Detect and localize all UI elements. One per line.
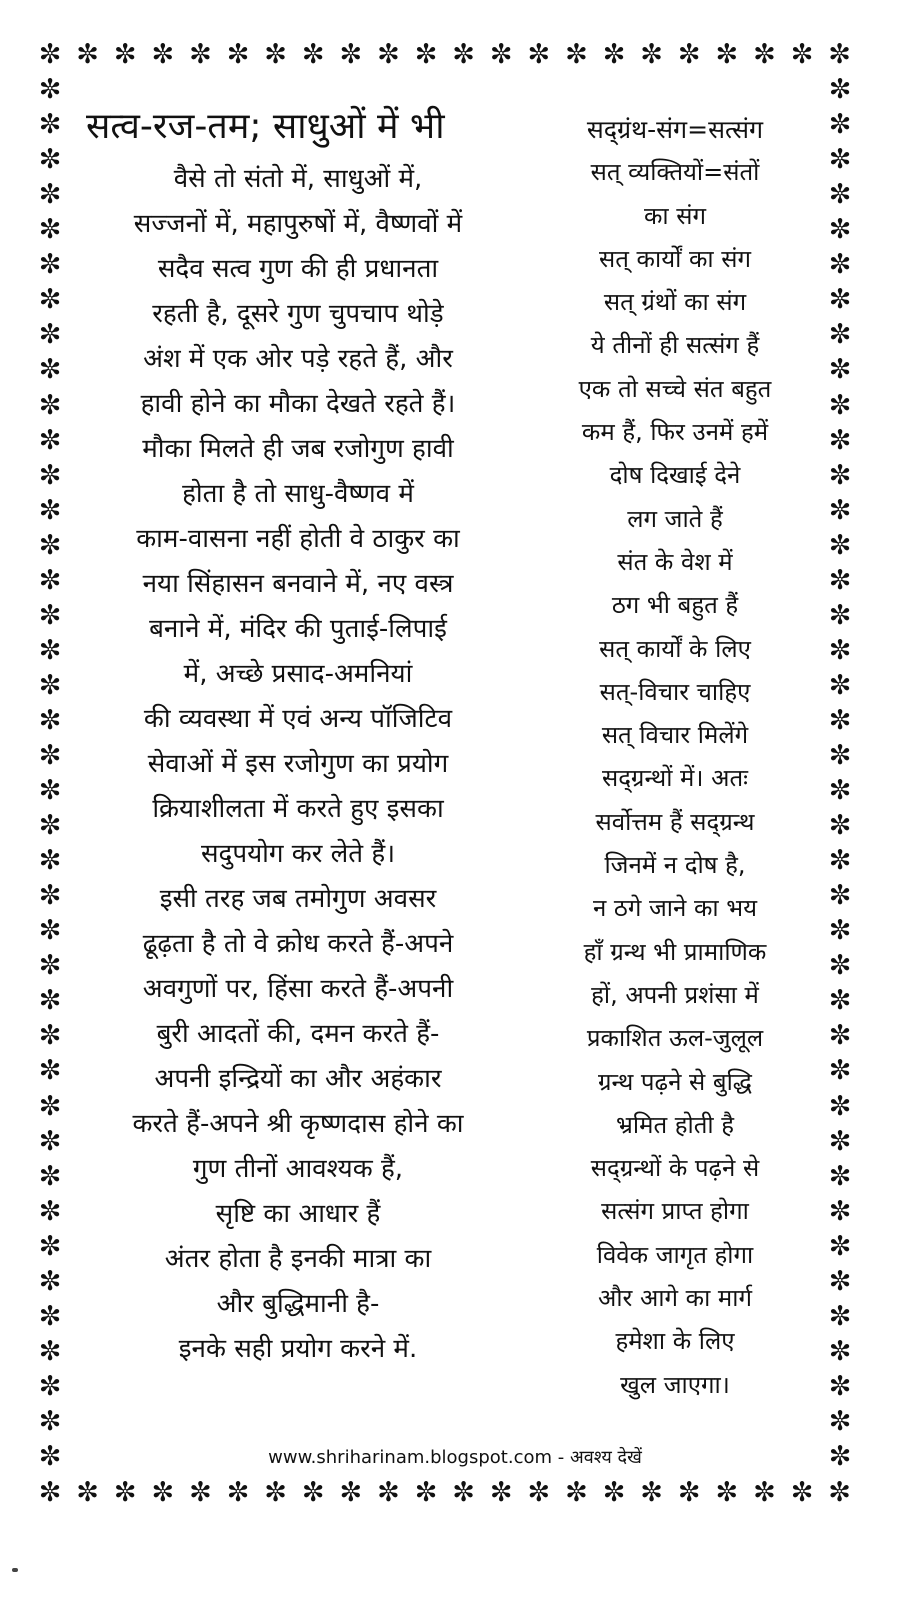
asterisk-ornament-icon: ✼ <box>828 564 852 596</box>
article-line: होता है तो साधु-वैष्णव में <box>182 479 414 509</box>
asterisk-ornament-icon: ✼ <box>38 564 62 596</box>
sidebar-line: का संग <box>643 201 706 230</box>
sidebar-line: सत् कार्यों का संग <box>599 244 751 273</box>
article-line: और बुद्धिमानी है- <box>216 1289 380 1319</box>
asterisk-ornament-icon: ✼ <box>828 1195 852 1227</box>
asterisk-ornament-icon: ✼ <box>828 179 852 211</box>
scan-speck <box>12 1568 18 1572</box>
sidebar-line: ये तीनों ही सत्संग हैं <box>590 331 760 360</box>
asterisk-ornament-icon: ✼ <box>301 39 325 70</box>
asterisk-ornament-icon: ✼ <box>828 1477 851 1508</box>
asterisk-ornament-icon: ✼ <box>226 39 250 70</box>
asterisk-ornament-icon: ✼ <box>377 39 400 70</box>
asterisk-ornament-icon: ✼ <box>828 740 852 771</box>
asterisk-ornament-icon: ✼ <box>828 775 852 807</box>
asterisk-ornament-icon: ✼ <box>677 39 701 70</box>
article-line: इसी तरह जब तमोगुण अवसर <box>159 884 437 914</box>
article-line: अंश में एक ओर पड़े रहते हैं, और <box>143 344 453 374</box>
asterisk-ornament-icon: ✼ <box>38 1405 62 1437</box>
asterisk-ornament-icon: ✼ <box>189 39 212 70</box>
asterisk-ornament-icon: ✼ <box>38 74 62 106</box>
asterisk-ornament-icon: ✼ <box>226 1477 250 1508</box>
asterisk-ornament-icon: ✼ <box>828 249 852 281</box>
asterisk-ornament-icon: ✼ <box>38 810 62 842</box>
asterisk-ornament-icon: ✼ <box>151 39 175 70</box>
asterisk-ornament-icon: ✼ <box>828 319 852 351</box>
asterisk-ornament-icon: ✼ <box>828 599 852 631</box>
asterisk-ornament-icon: ✼ <box>828 1020 852 1052</box>
sidebar-line: ठग भी बहुत हैं <box>611 591 739 620</box>
sidebar-line: सद्ग्रन्थों में। अतः <box>601 764 749 793</box>
asterisk-ornament-icon: ✼ <box>828 214 852 246</box>
asterisk-ornament-icon: ✼ <box>828 1160 852 1192</box>
asterisk-ornament-icon: ✼ <box>828 424 852 456</box>
asterisk-ornament-icon: ✼ <box>828 144 852 176</box>
asterisk-ornament-icon: ✼ <box>565 1477 588 1508</box>
sidebar-line: न ठगे जाने का भय <box>592 894 758 923</box>
asterisk-ornament-icon: ✼ <box>38 1125 62 1157</box>
sidebar-line: सर्वोत्तम हैं सद्ग्रन्थ <box>595 807 755 836</box>
asterisk-ornament-icon: ✼ <box>828 704 852 736</box>
asterisk-ornament-icon: ✼ <box>828 39 851 70</box>
sidebar-line: सत् कार्यों के लिए <box>599 634 751 663</box>
article-line: करते हैं-अपने श्री कृष्णदास होने का <box>132 1109 464 1139</box>
article-line: वैसे तो संतो में, साधुओं में, <box>173 164 423 194</box>
asterisk-ornament-icon: ✼ <box>715 39 739 70</box>
article-line: मौका मिलते ही जब रजोगुण हावी <box>142 434 454 464</box>
article-line: गुण तीनों आवश्यक हैं, <box>192 1154 404 1184</box>
sidebar-line: प्रकाशित ऊल-जुलूल <box>586 1024 764 1053</box>
sidebar-line: हों, अपनी प्रशंसा में <box>591 980 759 1009</box>
sidebar-line: सत् ग्रंथों का संग <box>603 288 747 317</box>
asterisk-ornament-icon: ✼ <box>527 1477 551 1508</box>
asterisk-ornament-icon: ✼ <box>414 1477 438 1508</box>
article-body <box>78 157 518 1372</box>
asterisk-ornament-icon: ✼ <box>38 1300 62 1332</box>
asterisk-ornament-icon: ✼ <box>565 39 588 70</box>
sidebar-line: हमेशा के लिए <box>615 1327 735 1356</box>
article-line: बुरी आदतों की, दमन करते हैं- <box>156 1019 440 1049</box>
asterisk-ornament-icon: ✼ <box>452 1477 475 1508</box>
sidebar-line: विवेक जागृत होगा <box>596 1240 754 1269</box>
asterisk-ornament-icon: ✼ <box>38 704 62 736</box>
asterisk-ornament-icon: ✼ <box>677 1477 701 1508</box>
asterisk-ornament-icon: ✼ <box>38 985 62 1017</box>
asterisk-ornament-icon: ✼ <box>38 1090 62 1122</box>
asterisk-ornament-icon: ✼ <box>38 494 62 526</box>
asterisk-ornament-icon: ✼ <box>38 179 62 211</box>
sidebar-line: कम हैं, फिर उनमें हमें <box>581 418 769 447</box>
asterisk-ornament-icon: ✼ <box>38 144 62 176</box>
asterisk-ornament-icon: ✼ <box>113 39 137 70</box>
asterisk-ornament-icon: ✼ <box>38 1195 62 1227</box>
asterisk-ornament-icon: ✼ <box>38 39 62 70</box>
asterisk-ornament-icon: ✼ <box>38 284 62 316</box>
sidebar-line: सत् व्यक्तियों=संतों <box>590 158 760 187</box>
article-line: अवगुणों पर, हिंसा करते हैं-अपनी <box>142 974 454 1004</box>
asterisk-ornament-icon: ✼ <box>377 1477 400 1508</box>
asterisk-ornament-icon: ✼ <box>527 39 551 70</box>
article-line: बनाने में, मंदिर की पुताई-लिपाई <box>149 614 447 644</box>
article-line: इनके सही प्रयोग करने में. <box>178 1334 418 1364</box>
asterisk-ornament-icon: ✼ <box>828 950 852 982</box>
article-line: सज्जनों में, महापुरुषों में, वैष्णवों में <box>133 209 463 239</box>
asterisk-ornament-icon: ✼ <box>38 880 62 912</box>
asterisk-ornament-icon: ✼ <box>38 915 62 947</box>
sidebar-line: खुल जाएगा। <box>620 1370 730 1399</box>
asterisk-ornament-icon: ✼ <box>828 494 852 526</box>
asterisk-ornament-icon: ✼ <box>828 1265 852 1297</box>
asterisk-ornament-icon: ✼ <box>828 389 852 421</box>
asterisk-ornament-icon: ✼ <box>76 39 99 70</box>
asterisk-ornament-icon: ✼ <box>38 529 62 561</box>
asterisk-ornament-icon: ✼ <box>38 249 62 281</box>
asterisk-ornament-icon: ✼ <box>339 1477 363 1508</box>
asterisk-ornament-icon: ✼ <box>828 1125 852 1157</box>
asterisk-ornament-icon: ✼ <box>828 354 852 386</box>
asterisk-ornament-icon: ✼ <box>301 1477 325 1508</box>
asterisk-ornament-icon: ✼ <box>828 1335 852 1367</box>
asterisk-ornament-icon: ✼ <box>38 1441 62 1472</box>
asterisk-ornament-icon: ✼ <box>264 1477 287 1508</box>
asterisk-ornament-icon: ✼ <box>640 39 663 70</box>
asterisk-ornament-icon: ✼ <box>38 424 62 456</box>
asterisk-ornament-icon: ✼ <box>790 39 814 70</box>
footer-separator: - <box>552 1447 570 1468</box>
asterisk-ornament-icon: ✼ <box>828 915 852 947</box>
asterisk-ornament-icon: ✼ <box>76 1477 99 1508</box>
asterisk-ornament-icon: ✼ <box>489 39 513 70</box>
sidebar-line: सत्-विचार चाहिए <box>599 677 751 706</box>
sidebar-line: सद्ग्रन्थों के पढ़ने से <box>590 1154 760 1183</box>
asterisk-ornament-icon: ✼ <box>828 74 852 106</box>
asterisk-ornament-icon: ✼ <box>38 775 62 807</box>
article-line: अपनी इन्द्रियों का और अहंकार <box>154 1064 442 1094</box>
article-title: सत्व-रज-तम; साधुओं में भी <box>86 106 445 147</box>
footer-note: अवश्य देखें <box>569 1447 642 1468</box>
asterisk-ornament-icon: ✼ <box>38 1160 62 1192</box>
sidebar-line: संत के वेश में <box>617 547 733 576</box>
asterisk-ornament-icon: ✼ <box>828 459 852 491</box>
asterisk-ornament-icon: ✼ <box>828 284 852 316</box>
sidebar-line: एक तो सच्चे संत बहुत <box>578 374 772 403</box>
footer-line <box>180 1445 730 1471</box>
asterisk-ornament-icon: ✼ <box>715 1477 739 1508</box>
asterisk-ornament-icon: ✼ <box>414 39 438 70</box>
article-line: काम-वासना नहीं होती वे ठाकुर का <box>136 524 460 554</box>
article-line: सृष्टि का आधार हैं <box>215 1199 381 1229</box>
asterisk-ornament-icon: ✼ <box>38 634 62 666</box>
article-line: रहती है, दूसरे गुण चुपचाप थोड़े <box>152 299 444 329</box>
article-line: ढूढ़ता है तो वे क्रोध करते हैं-अपने <box>142 929 454 959</box>
asterisk-ornament-icon: ✼ <box>38 1265 62 1297</box>
asterisk-ornament-icon: ✼ <box>38 950 62 982</box>
asterisk-ornament-icon: ✼ <box>38 459 62 491</box>
asterisk-ornament-icon: ✼ <box>38 845 62 877</box>
asterisk-ornament-icon: ✼ <box>828 529 852 561</box>
sidebar-line: सत्संग प्राप्त होगा <box>601 1197 749 1226</box>
sidebar-line: सत् विचार मिलेंगे <box>601 721 749 750</box>
asterisk-ornament-icon: ✼ <box>264 39 287 70</box>
asterisk-ornament-icon: ✼ <box>38 1335 62 1367</box>
article-line: नया सिंहासन बनवाने में, नए वस्त्र <box>142 569 454 599</box>
asterisk-ornament-icon: ✼ <box>828 810 852 842</box>
asterisk-ornament-icon: ✼ <box>452 39 475 70</box>
asterisk-ornament-icon: ✼ <box>753 1477 776 1508</box>
asterisk-ornament-icon: ✼ <box>640 1477 663 1508</box>
asterisk-ornament-icon: ✼ <box>828 1230 852 1262</box>
asterisk-ornament-icon: ✼ <box>828 669 852 701</box>
article-line: सेवाओं में इस रजोगुण का प्रयोग <box>147 749 449 779</box>
article-line: अंतर होता है इनकी मात्रा का <box>164 1244 432 1274</box>
asterisk-ornament-icon: ✼ <box>828 985 852 1017</box>
asterisk-ornament-icon: ✼ <box>753 39 776 70</box>
sidebar-line: और आगे का मार्ग <box>597 1284 753 1313</box>
asterisk-ornament-icon: ✼ <box>38 1020 62 1052</box>
sidebar-line: भ्रमित होती है <box>616 1110 734 1139</box>
asterisk-ornament-icon: ✼ <box>828 1300 852 1332</box>
asterisk-ornament-icon: ✼ <box>38 354 62 386</box>
asterisk-ornament-icon: ✼ <box>828 1055 852 1087</box>
asterisk-ornament-icon: ✼ <box>38 389 62 421</box>
asterisk-ornament-icon: ✼ <box>38 669 62 701</box>
asterisk-ornament-icon: ✼ <box>151 1477 175 1508</box>
asterisk-ornament-icon: ✼ <box>339 39 363 70</box>
asterisk-ornament-icon: ✼ <box>828 109 852 141</box>
asterisk-ornament-icon: ✼ <box>38 1477 62 1508</box>
asterisk-ornament-icon: ✼ <box>38 599 62 631</box>
footer-url-link[interactable]: www.shriharinam.blogspot.com <box>268 1447 553 1468</box>
asterisk-ornament-icon: ✼ <box>828 1090 852 1122</box>
article-line: की व्यवस्था में एवं अन्य पॉजिटिव <box>143 704 453 734</box>
asterisk-ornament-icon: ✼ <box>602 1477 626 1508</box>
sidebar-line: जिनमें न दोष है, <box>604 851 746 880</box>
article-line: में, अच्छे प्रसाद-अमनियां <box>183 659 413 689</box>
asterisk-ornament-icon: ✼ <box>828 880 852 912</box>
asterisk-ornament-icon: ✼ <box>828 1441 852 1472</box>
asterisk-ornament-icon: ✼ <box>38 1230 62 1262</box>
article-line: सदुपयोग कर लेते हैं। <box>200 839 396 869</box>
asterisk-ornament-icon: ✼ <box>828 1405 852 1437</box>
asterisk-ornament-icon: ✼ <box>828 634 852 666</box>
asterisk-ornament-icon: ✼ <box>38 1370 62 1402</box>
article-line: सदैव सत्व गुण की ही प्रधानता <box>157 254 439 284</box>
article-line: हावी होने का मौका देखते रहते हैं। <box>140 389 456 419</box>
asterisk-ornament-icon: ✼ <box>828 1370 852 1402</box>
asterisk-ornament-icon: ✼ <box>38 214 62 246</box>
sidebar-line: दोष दिखाई देने <box>609 461 741 490</box>
asterisk-ornament-icon: ✼ <box>38 319 62 351</box>
asterisk-ornament-icon: ✼ <box>489 1477 513 1508</box>
article-line: क्रियाशीलता में करते हुए इसका <box>152 794 444 824</box>
asterisk-ornament-icon: ✼ <box>790 1477 814 1508</box>
asterisk-ornament-icon: ✼ <box>38 109 62 141</box>
sidebar-line: लग जाते हैं <box>627 504 723 533</box>
asterisk-ornament-icon: ✼ <box>602 39 626 70</box>
asterisk-ornament-icon: ✼ <box>38 740 62 771</box>
asterisk-ornament-icon: ✼ <box>113 1477 137 1508</box>
sidebar-line: ग्रन्थ पढ़ने से बुद्धि <box>598 1067 752 1096</box>
sidebar-column <box>540 108 810 1407</box>
asterisk-ornament-icon: ✼ <box>828 845 852 877</box>
sidebar-heading: सद्ग्रंथ-संग=सत्संग <box>586 115 764 144</box>
asterisk-ornament-icon: ✼ <box>189 1477 212 1508</box>
asterisk-ornament-icon: ✼ <box>38 1055 62 1087</box>
sidebar-line: हाँ ग्रन्थ भी प्रामाणिक <box>583 937 767 966</box>
